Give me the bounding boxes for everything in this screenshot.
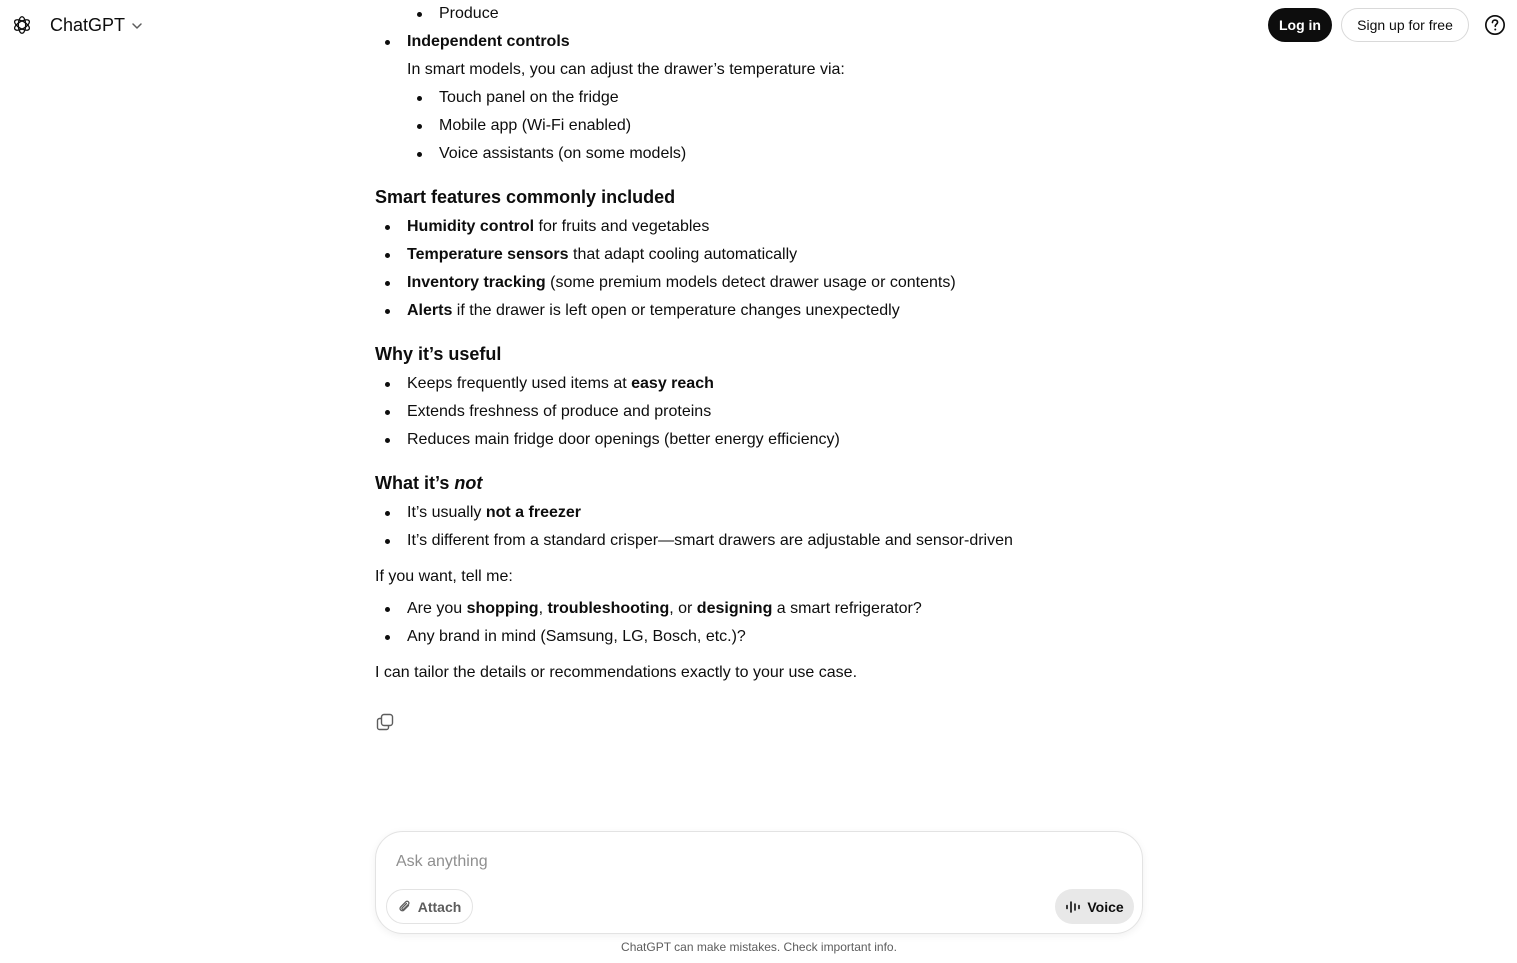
copy-icon[interactable]: [376, 713, 394, 731]
list-item: Mobile app (Wi-Fi enabled): [375, 112, 1143, 140]
list-item: Touch panel on the fridge: [375, 84, 1143, 112]
list-item-title: Independent controls: [407, 33, 570, 50]
section-heading: Why it’s useful: [375, 344, 502, 364]
useful-list: [375, 370, 1143, 454]
list-item: It’s different from a standard crisper—smart drawers are adjustable and sensor-driven: [375, 527, 1143, 555]
composer: [375, 831, 1143, 934]
voice-button[interactable]: [1055, 889, 1134, 924]
section-heading: Smart features commonly included: [375, 187, 676, 207]
paperclip-icon: [398, 899, 412, 915]
section-heading: What it’s not: [375, 473, 483, 493]
smart-features-list: [375, 213, 1143, 325]
chevron-down-icon: [131, 20, 143, 32]
list-item: Are you shopping, troubleshooting, or designing a smart refrigerator?: [375, 595, 1143, 623]
list-item: Produce: [375, 0, 1143, 28]
attach-label: Attach: [417, 898, 462, 915]
openai-logo-icon[interactable]: [11, 14, 33, 36]
list-item: Alerts if the drawer is left open or temperature changes unexpectedly: [375, 297, 1143, 325]
voice-waveform-icon: [1065, 900, 1081, 914]
top-bar: [0, 0, 1517, 50]
list-item-intro: In smart models, you can adjust the drawer’s temperature via:: [407, 61, 845, 78]
list-item: Inventory tracking (some premium models detect drawer usage or contents): [375, 269, 1143, 297]
voice-label: Voice: [1087, 898, 1124, 915]
help-circle-icon[interactable]: [1484, 14, 1506, 36]
model-picker[interactable]: [50, 13, 143, 37]
list-item: Extends freshness of produce and proteins: [375, 398, 1143, 426]
not-list: [375, 499, 1143, 555]
questions-list: [375, 595, 1143, 651]
list-item: Any brand in mind (Samsung, LG, Bosch, etc.)?: [375, 623, 1143, 651]
signup-button[interactable]: Sign up for free: [1341, 8, 1469, 42]
list-item: Temperature sensors that adapt cooling automatically: [375, 241, 1143, 269]
list-item: It’s usually not a freezer: [375, 499, 1143, 527]
prompt-input[interactable]: [396, 850, 1096, 874]
list-item: Humidity control for fruits and vegetables: [375, 213, 1143, 241]
closing-paragraph: I can tailor the details or recommendations exactly to your use case.: [375, 664, 858, 681]
login-button[interactable]: Log in: [1268, 8, 1332, 42]
paragraph: If you want, tell me:: [375, 568, 513, 585]
attach-button[interactable]: [386, 889, 473, 924]
assistant-message: [375, 0, 1143, 687]
app-name: ChatGPT: [50, 14, 126, 35]
list-item: Voice assistants (on some models): [375, 140, 1143, 168]
disclaimer: ChatGPT can make mistakes. Check important info.: [621, 940, 897, 954]
list-item: Reduces main fridge door openings (better energy efficiency): [375, 426, 1143, 454]
list-item: Keeps frequently used items at easy reach: [375, 370, 1143, 398]
